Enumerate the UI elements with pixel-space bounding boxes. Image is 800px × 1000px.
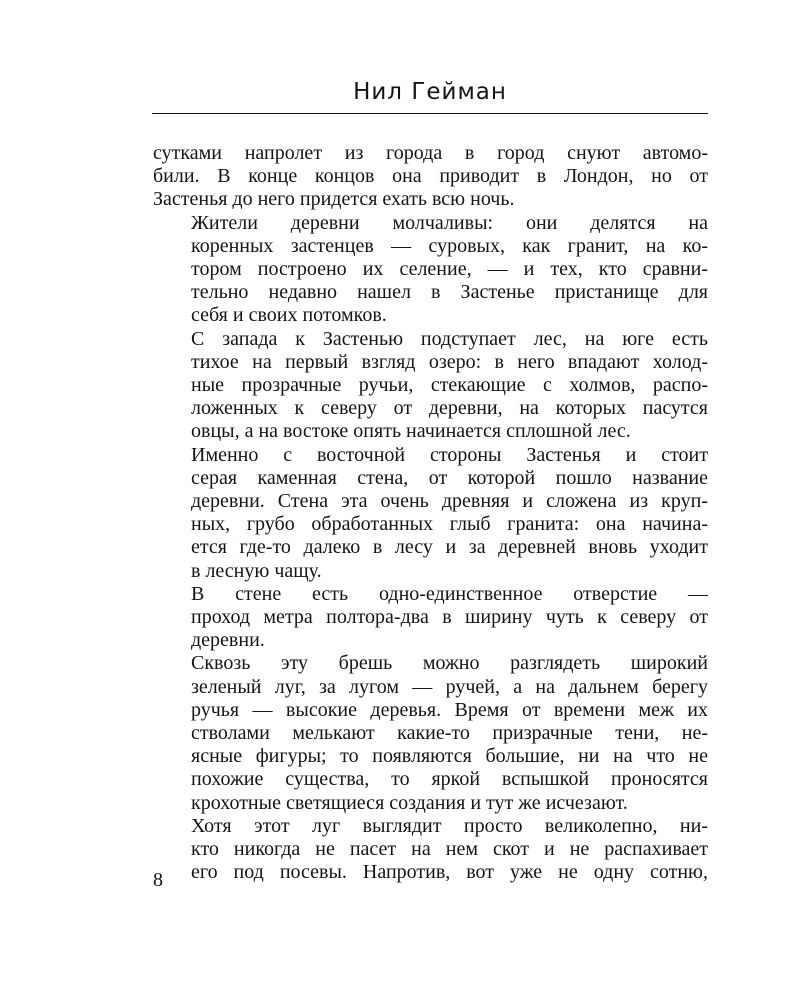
text-line: С запада к Застенью подступает лес, на юге есть [191,327,708,350]
text-line: Жители деревни молчаливы: они делятся на [191,211,708,234]
text-line: деревни. [191,629,265,652]
running-head-author: Нил Гейман [353,79,507,105]
text-line: ясные фигуры; то появляются большие, ни на что не [191,745,708,768]
text-line: его под посевы. Напротив, вот уже не одну сотню, [191,861,708,884]
text-line: ется где-то далеко в лесу и за деревней вновь уходит [191,536,708,559]
paragraph [153,444,708,583]
text-line: били. В конце концов она приводит в Лондон, но от [153,165,708,188]
text-line: тором построено их селение, — и тех, кто сравни- [191,258,708,281]
text-line: крохотные светящиеся создания и тут же исчезают. [191,791,628,814]
paragraph [153,328,708,444]
text-line: овцы, а на востоке опять начинается сплошной лес. [191,420,631,443]
header-rule [152,113,708,114]
text-line: деревни. Стена эта очень древняя и сложена из круп- [191,490,708,513]
text-line: ные прозрачные ручьи, стекающие с холмов, распо- [191,374,708,397]
paragraph [153,652,708,814]
text-line: кто никогда не пасет на нем скот и не распахивает [191,838,708,861]
text-line: ложенных к северу от деревни, на которых пасутся [191,397,708,420]
page-number: 8 [153,869,163,891]
text-line: ручья — высокие деревья. Время от времени меж их [191,698,708,721]
text-line: похожие существа, то яркой вспышкой проносятся [191,768,708,791]
text-line: ных, грубо обработанных глыб гранита: она начина- [191,513,708,536]
text-line: стволами мелькают какие-то призрачные тени, не- [191,722,708,745]
text-line: зеленый луг, за лугом — ручей, а на дальнем берегу [191,675,708,698]
text-line: коренных застенцев — суровых, как гранит, на ко- [191,234,708,257]
text-line: В стене есть одно-единственное отверстие — [191,582,708,605]
text-line: сутками напролет из города в город снуют автомо- [153,142,708,164]
text-line: в лесную чащу. [191,559,322,582]
paragraph [153,212,708,328]
text-line: себя и своих потомков. [191,304,387,327]
paragraph [153,583,708,653]
text-line: тельно недавно нашел в Застенье пристанище для [191,281,708,304]
text-line: Сквозь эту брешь можно разглядеть широкий [191,652,708,675]
text-line: серая каменная стена, от которой пошло название [191,466,708,489]
body-text [153,142,708,885]
text-line: тихое на первый взгляд озеро: в него впадают холод- [191,350,708,373]
text-line: Именно с восточной стороны Застенья и стоит [191,443,708,466]
paragraph [153,142,708,212]
paragraph [153,815,708,885]
text-line: Застенья до него придется ехать всю ночь. [153,188,515,211]
text-line: проход метра полтора-два в ширину чуть к северу от [191,606,708,629]
text-line: Хотя этот луг выглядит просто великолепно, ни- [191,814,708,837]
